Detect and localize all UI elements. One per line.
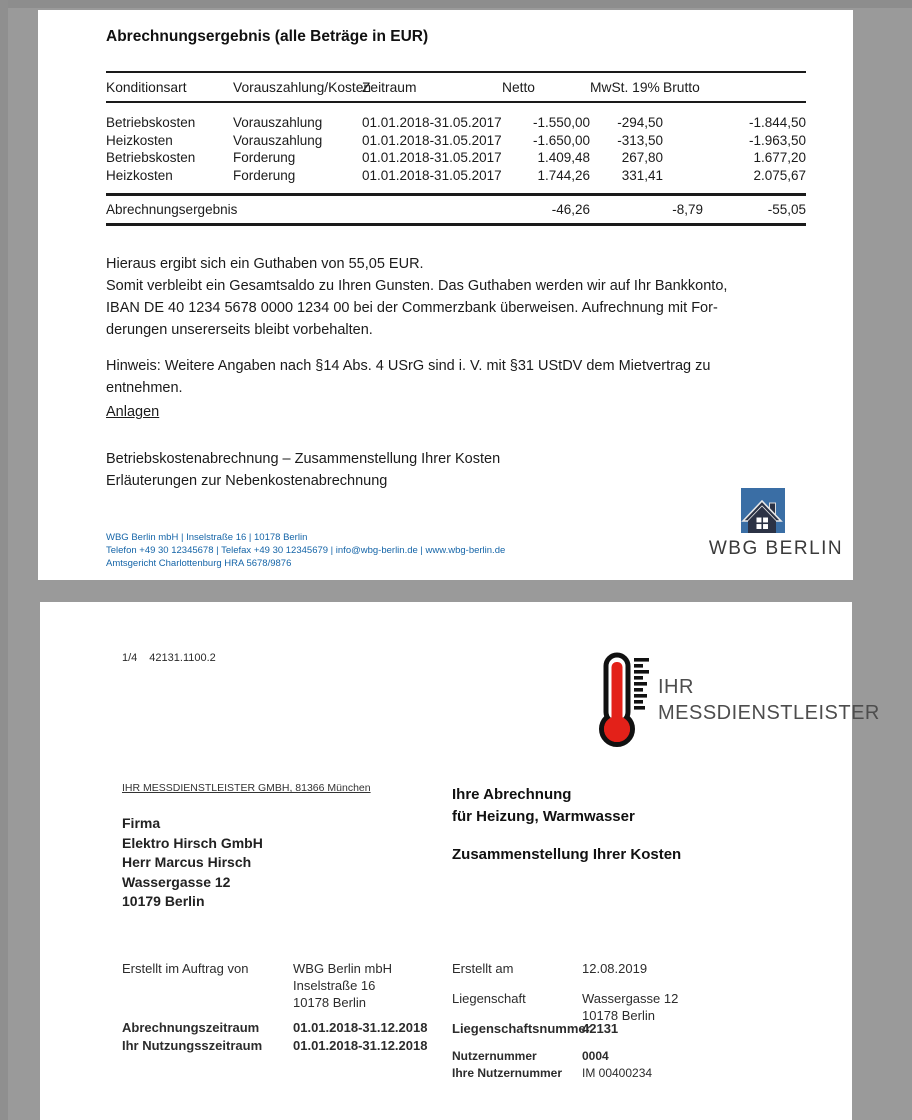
- cell-brutto: -1.844,50: [748, 115, 806, 130]
- cell-brutto: 2.075,67: [753, 167, 806, 183]
- table-row: [106, 114, 806, 132]
- value-ihre-nutzernummer: IM 00400234: [582, 1066, 653, 1080]
- value-line: Wassergasse 12: [582, 991, 679, 1006]
- wordmark-line: IHR: [658, 676, 694, 698]
- total-brutto: -55,05: [767, 202, 806, 217]
- anlagen-heading: Anlagen: [106, 404, 160, 420]
- page-reference: [122, 652, 216, 664]
- recipient-line: Wassergasse 12: [122, 873, 231, 890]
- label-abrechnungszeitraum: Abrechnungszeitraum: [122, 1020, 260, 1035]
- footer-line-address: WBG Berlin mbH | Inselstraße 16 | 10178 Berlin: [106, 532, 308, 543]
- cell-netto: 1.409,48: [537, 150, 590, 165]
- thermometer-icon: [596, 652, 650, 753]
- hinweis-line: entnehmen.: [106, 380, 183, 396]
- cell-konditionsart: Betriebskosten: [106, 150, 196, 165]
- cell-netto: -1.550,00: [532, 115, 590, 130]
- subject-line: für Heizung, Warmwasser: [452, 808, 635, 825]
- cell-konditionsart: Heizkosten: [106, 167, 173, 183]
- paragraph-line: Somit verbleibt ein Gesamtsaldo zu Ihren Gunsten. Das Guthaben werden wir auf Ihr Bankkonto,: [106, 278, 728, 294]
- value-line: WBG Berlin mbH: [293, 961, 392, 976]
- cell-mwst: 267,80: [621, 150, 663, 165]
- value-line: Inselstraße 16: [293, 978, 376, 993]
- recipient-line: 10179 Berlin: [122, 893, 205, 909]
- label-liegenschaft: Liegenschaft: [452, 991, 526, 1006]
- subject-heading: [452, 784, 635, 828]
- total-netto: -46,26: [551, 202, 590, 217]
- anlagen-item: Erläuterungen zur Nebenkostenabrechnung: [106, 473, 388, 489]
- label-erstellt-im-auftrag-von: Erstellt im Auftrag von: [122, 961, 249, 976]
- result-paragraph: [106, 253, 727, 341]
- table-total-row: [106, 195, 806, 225]
- value-nutzernummer: 0004: [582, 1049, 609, 1063]
- recipient-line: Elektro Hirsch GmbH: [122, 834, 263, 851]
- window-edge-top: [0, 0, 912, 8]
- document-page-2: [40, 602, 880, 1120]
- cell-zeitraum: 01.01.2018-31.05.2017: [362, 132, 502, 148]
- col-header-brutto: Brutto: [663, 79, 700, 95]
- value-erstellt-im-auftrag-von: [293, 960, 392, 1011]
- recipient-line: Firma: [122, 815, 161, 831]
- window-edge-left: [0, 0, 8, 1120]
- recipient-address-block: [122, 814, 263, 912]
- total-label: Abrechnungsergebnis: [106, 202, 238, 217]
- paragraph-line: derungen unsererseits bleibt vorbehalten.: [106, 322, 373, 338]
- value-line: 10178 Berlin: [293, 995, 366, 1010]
- anlagen-list: [106, 448, 500, 492]
- table-row: [106, 132, 806, 150]
- value-liegenschaftsnummer: 42131: [582, 1021, 619, 1036]
- sender-return-address: IHR MESSDIENSTLEISTER GMBH, 81366 München: [122, 782, 371, 794]
- cell-konditionsart: Heizkosten: [106, 132, 173, 148]
- wbg-logo-wordmark: WBG BERLIN: [708, 538, 844, 559]
- ref-document-number: 42131.1100.2: [149, 652, 216, 664]
- messdienstleister-wordmark: [658, 674, 880, 726]
- label-nutzungszeitraum: Ihr Nutzungsszeitraum: [122, 1038, 263, 1053]
- document-page-1: [38, 10, 853, 580]
- value-nutzungszeitraum: 01.01.2018-31.12.2018: [293, 1038, 428, 1053]
- hinweis-paragraph: [106, 355, 710, 399]
- paragraph-line: Hieraus ergibt sich ein Guthaben von 55,05 EUR.: [106, 256, 424, 272]
- cell-zeitraum: 01.01.2018-31.05.2017: [362, 167, 502, 183]
- cell-art: Vorauszahlung: [233, 132, 323, 148]
- cell-netto: -1.650,00: [532, 132, 590, 148]
- label-erstellt-am: Erstellt am: [452, 961, 514, 976]
- cell-zeitraum: 01.01.2018-31.05.2017: [362, 115, 502, 130]
- value-liegenschaft: [582, 990, 678, 1024]
- wbg-house-icon: [741, 488, 785, 533]
- cell-netto: 1.744,26: [537, 167, 590, 183]
- table-row: [106, 167, 806, 185]
- value-line: 10178 Berlin: [582, 1008, 655, 1023]
- label-zeitraeume: [122, 1019, 262, 1055]
- label-nutzernummer: Nutzernummer: [452, 1049, 537, 1063]
- subject-line: Ihre Abrechnung: [452, 786, 572, 803]
- value-erstellt-am: 12.08.2019: [582, 961, 648, 976]
- col-header-netto: Netto: [502, 79, 535, 95]
- footer-line-contact: Telefon +49 30 12345678 | Telefax +49 30 12345679 | info@wbg-berlin.de | www.wbg-berlin.de: [106, 544, 506, 556]
- page-title: Abrechnungsergebnis (alle Beträge in EUR): [106, 28, 429, 45]
- col-header-konditionsart: Konditionsart: [106, 79, 187, 95]
- cell-art: Vorauszahlung: [233, 115, 323, 130]
- recipient-line: Herr Marcus Hirsch: [122, 854, 252, 870]
- label-liegenschaftsnummer: Liegenschaftsnummer: [452, 1021, 591, 1036]
- table-header-row: [106, 72, 806, 102]
- wordmark-line: MESSDIENSTLEISTER: [658, 702, 880, 724]
- cell-konditionsart: Betriebskosten: [106, 115, 196, 130]
- table-row: [106, 149, 806, 167]
- cell-mwst: 331,41: [621, 167, 663, 183]
- paragraph-line: IBAN DE 40 1234 5678 0000 1234 00 bei der Commerzbank überweisen. Aufrechnung mit For-: [106, 300, 718, 316]
- col-header-vorauszahlung-kosten: Vorauszahlung/Kosten: [233, 79, 372, 95]
- cell-mwst: -313,50: [617, 132, 663, 148]
- col-header-mwst: MwSt. 19%: [590, 79, 660, 95]
- value-abrechnungszeitraum: 01.01.2018-31.12.2018: [293, 1020, 428, 1035]
- cell-zeitraum: 01.01.2018-31.05.2017: [362, 150, 502, 165]
- total-mwst: -8,79: [672, 202, 703, 217]
- value-zeitraeume: [293, 1019, 427, 1055]
- result-table: [106, 71, 806, 226]
- footer-line-register: Amtsgericht Charlottenburg HRA 5678/9876: [106, 557, 292, 569]
- cell-mwst: -294,50: [617, 115, 663, 130]
- cell-brutto: -1.963,50: [748, 132, 806, 148]
- label-ihre-nutzernummer: Ihre Nutzernummer: [452, 1066, 563, 1080]
- hinweis-line: Hinweis: Weitere Angaben nach §14 Abs. 4 USrG sind i. V. mit §31 UStDV dem Mietvertrag zu: [106, 358, 711, 374]
- ref-page-number: 1/4: [122, 652, 138, 664]
- letter-footer: [106, 532, 505, 570]
- anlagen-item: Betriebskostenabrechnung – Zusammenstellung Ihrer Kosten: [106, 451, 501, 467]
- subject-subheading: Zusammenstellung Ihrer Kosten: [452, 846, 682, 863]
- cell-brutto: 1.677,20: [753, 150, 806, 165]
- cell-art: Forderung: [233, 150, 296, 165]
- col-header-zeitraum: Zeitraum: [362, 79, 417, 95]
- cell-art: Forderung: [233, 167, 296, 183]
